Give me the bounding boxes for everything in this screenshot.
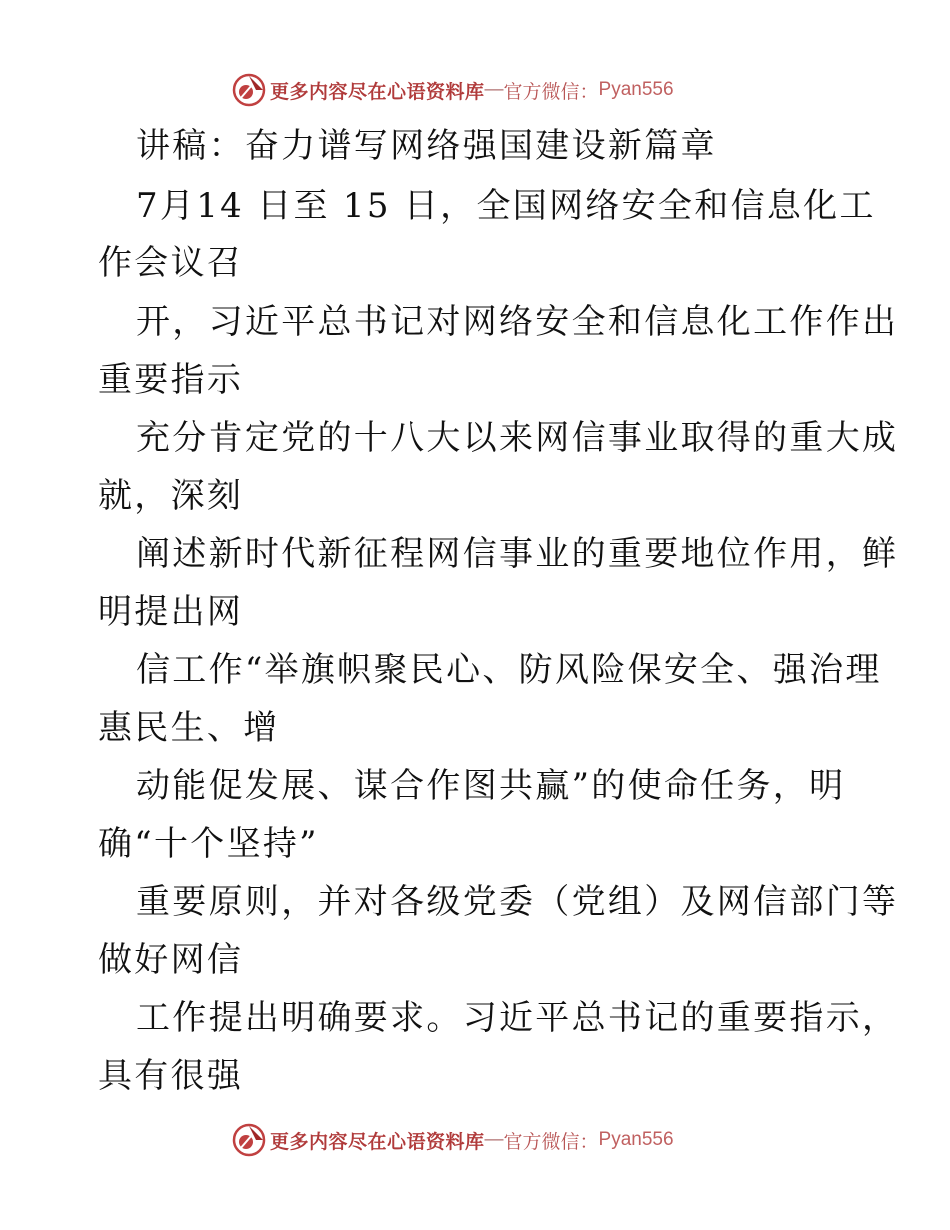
footer-account: Pyan556 — [598, 1129, 674, 1150]
paragraph-line: 重要原则，并对各级党委（党组）及网信部门等 — [136, 882, 899, 922]
paragraph-line: 重要指示 — [98, 360, 244, 400]
header-account: Pyan556 — [598, 79, 674, 100]
header-left-text: 更多内容尽在心语资料库 — [270, 80, 485, 103]
paragraph-line: 确“十个坚持” — [98, 824, 319, 864]
footer-separator: — — [484, 1129, 504, 1150]
paragraph-line: 作会议召 — [98, 243, 244, 283]
paragraph-line: 充分肯定党的十八大以来网信事业取得的重大成 — [136, 418, 899, 458]
footer-left-text: 更多内容尽在心语资料库 — [270, 1130, 485, 1153]
document-title: 讲稿：奋力谱写网络强国建设新篇章 — [136, 126, 717, 166]
paragraph-line: 开，习近平总书记对网络安全和信息化工作作出 — [136, 302, 899, 342]
paragraph-line: 工作提出明确要求。习近平总书记的重要指示， — [136, 998, 899, 1038]
footer-right-text: 官方微信： — [503, 1130, 599, 1153]
paragraph-line: 具有很强 — [98, 1056, 244, 1096]
pen-logo-icon — [232, 73, 266, 107]
paragraph-line: 惠民生、增 — [98, 708, 280, 748]
pen-logo-icon — [232, 1123, 266, 1157]
paragraph-line: 阐述新时代新征程网信事业的重要地位作用，鲜 — [136, 534, 899, 574]
paragraph-line: 就，深刻 — [98, 476, 244, 516]
paragraph-line: 动能促发展、谋合作图共赢”的使命任务，明 — [136, 766, 846, 806]
footer-watermark — [232, 1120, 674, 1160]
header-watermark — [232, 70, 674, 110]
paragraph-line: 明提出网 — [98, 592, 244, 632]
header-separator: — — [484, 79, 504, 100]
paragraph-line: 做好网信 — [98, 940, 244, 980]
header-right-text: 官方微信： — [503, 80, 599, 103]
paragraph-line: 信工作“举旗帜聚民心、防风险保安全、强治理 — [136, 650, 882, 690]
paragraph-line: 7月14 日至 15 日，全国网络安全和信息化工 — [136, 186, 876, 226]
